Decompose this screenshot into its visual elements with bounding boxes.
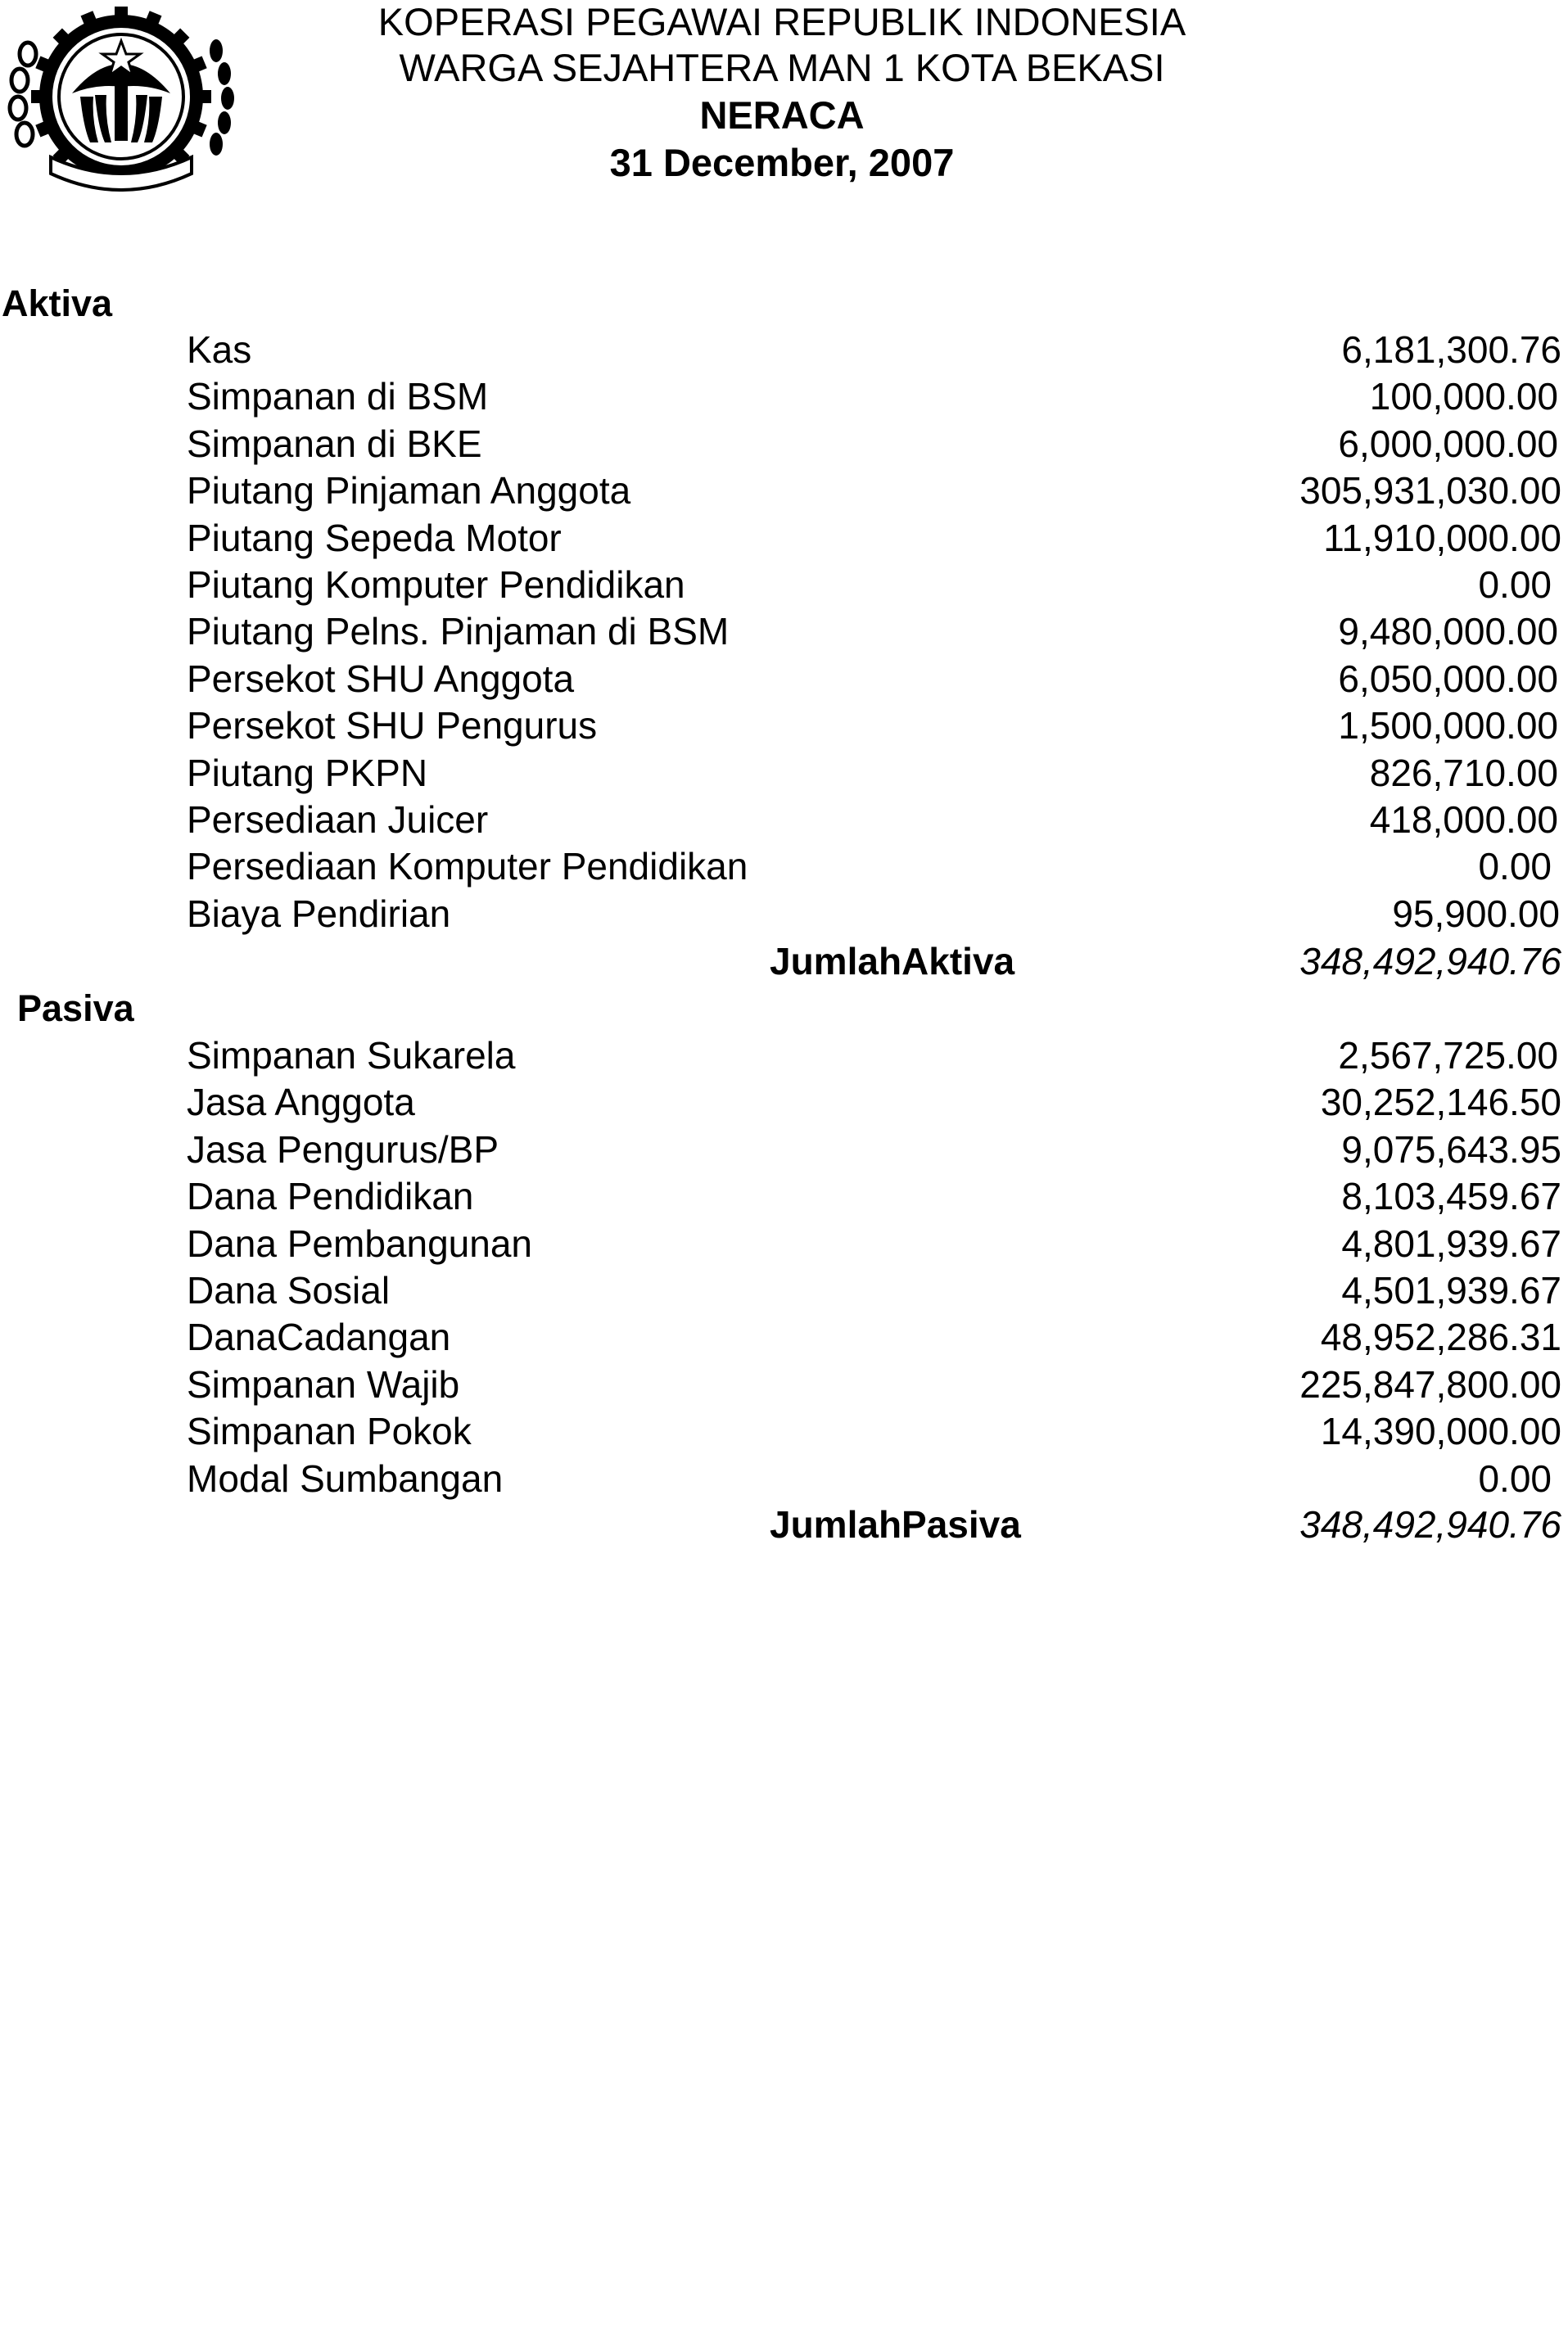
aktiva-row-piutang-pkpn xyxy=(0,750,1568,797)
row-label: Dana Pembangunan xyxy=(187,1222,532,1265)
row-amount: 4,501,939.67 xyxy=(1341,1268,1561,1312)
unit-name: WARGA SEJAHTERA MAN 1 KOTA BEKASI xyxy=(399,46,1165,89)
pasiva-total-label: JumlahPasiva xyxy=(770,1503,1021,1546)
row-label: Biaya Pendirian xyxy=(187,892,451,935)
row-amount: 9,480,000.00 xyxy=(1338,610,1558,653)
row-label: Simpanan di BSM xyxy=(187,375,489,418)
row-amount: 826,710.00 xyxy=(1369,751,1558,794)
pasiva-total-amount: 348,492,940.76 xyxy=(1299,1503,1561,1546)
pasiva-row-jasa-anggota xyxy=(0,1079,1568,1126)
row-amount: 8,103,459.67 xyxy=(1341,1175,1561,1218)
row-label: Persediaan Juicer xyxy=(187,797,489,841)
row-label: Jasa Anggota xyxy=(187,1081,415,1124)
row-label: Persediaan Komputer Pendidikan xyxy=(187,845,748,888)
aktiva-heading: Aktiva xyxy=(2,282,113,324)
row-label: Modal Sumbangan xyxy=(187,1457,504,1500)
row-label: Persekot SHU Anggota xyxy=(187,657,575,700)
aktiva-total-row xyxy=(0,938,1568,985)
report-title: NERACA xyxy=(699,93,865,137)
row-label: Piutang PKPN xyxy=(187,751,428,794)
row-amount: 418,000.00 xyxy=(1369,797,1558,841)
aktiva-row-simpanan-bsm xyxy=(0,373,1568,420)
row-amount: 0.00 xyxy=(1478,845,1552,888)
row-amount: 0.00 xyxy=(1478,562,1552,606)
row-label: Piutang Sepeda Motor xyxy=(187,516,562,559)
pasiva-row-dana-pendidikan xyxy=(0,1173,1568,1220)
pasiva-row-jasa-pengurus xyxy=(0,1127,1568,1173)
row-label: Dana Pendidikan xyxy=(187,1175,474,1218)
pasiva-row-simpanan-sukarela xyxy=(0,1032,1568,1079)
row-label: Persekot SHU Pengurus xyxy=(187,704,598,747)
row-label: Piutang Pinjaman Anggota xyxy=(187,469,631,513)
row-label: DanaCadangan xyxy=(187,1316,451,1359)
row-label: Jasa Pengurus/BP xyxy=(187,1127,499,1171)
aktiva-list xyxy=(0,327,1568,937)
row-label: Piutang Pelns. Pinjaman di BSM xyxy=(187,610,730,653)
row-amount: 1,500,000.00 xyxy=(1338,704,1558,747)
aktiva-row-persekot-anggota xyxy=(0,656,1568,702)
row-label: Kas xyxy=(187,328,252,371)
row-amount: 95,900.00 xyxy=(1392,892,1560,935)
row-amount: 6,000,000.00 xyxy=(1338,422,1558,465)
row-amount: 9,075,643.95 xyxy=(1341,1127,1561,1171)
row-label: Dana Sosial xyxy=(187,1268,391,1312)
org-name: KOPERASI PEGAWAI REPUBLIK INDONESIA xyxy=(377,0,1186,43)
row-label: Simpanan Sukarela xyxy=(187,1034,516,1077)
row-label: Simpanan Pokok xyxy=(187,1410,472,1453)
aktiva-total-label: JumlahAktiva xyxy=(770,940,1015,982)
row-amount: 2,567,725.00 xyxy=(1338,1034,1558,1077)
row-amount: 225,847,800.00 xyxy=(1299,1362,1561,1406)
row-amount: 0.00 xyxy=(1478,1457,1552,1500)
row-amount: 305,931,030.00 xyxy=(1299,469,1561,513)
pasiva-row-simpanan-wajib xyxy=(0,1362,1568,1408)
aktiva-total-amount: 348,492,940.76 xyxy=(1299,940,1561,982)
row-amount: 4,801,939.67 xyxy=(1341,1222,1561,1265)
row-label: Simpanan Wajib xyxy=(187,1362,460,1406)
row-amount: 30,252,146.50 xyxy=(1320,1081,1561,1124)
row-label: Piutang Komputer Pendidikan xyxy=(187,562,685,606)
aktiva-row-persediaan-komputer xyxy=(0,843,1568,890)
row-label: Simpanan di BKE xyxy=(187,422,482,465)
row-amount: 100,000.00 xyxy=(1369,375,1558,418)
pasiva-row-dana-cadangan xyxy=(0,1314,1568,1361)
aktiva-row-piutang-pinjaman xyxy=(0,467,1568,514)
pasiva-heading: Pasiva xyxy=(17,987,134,1029)
aktiva-row-piutang-pelns xyxy=(0,608,1568,655)
row-amount: 6,050,000.00 xyxy=(1338,657,1558,700)
aktiva-row-piutang-komputer xyxy=(0,562,1568,608)
row-amount: 6,181,300.76 xyxy=(1341,328,1561,371)
pasiva-total-row xyxy=(0,1502,1568,1548)
report-date: 31 December, 2007 xyxy=(609,141,955,184)
aktiva-row-simpanan-bke xyxy=(0,421,1568,467)
koperasi-logo-icon xyxy=(5,5,237,192)
aktiva-row-persekot-pengurus xyxy=(0,702,1568,749)
row-amount: 11,910,000.00 xyxy=(1323,516,1561,559)
pasiva-row-modal-sumbangan xyxy=(0,1456,1568,1502)
aktiva-row-kas xyxy=(0,327,1568,373)
aktiva-row-piutang-sepeda-motor xyxy=(0,515,1568,562)
pasiva-list xyxy=(0,1032,1568,1502)
pasiva-row-simpanan-pokok xyxy=(0,1408,1568,1455)
row-amount: 14,390,000.00 xyxy=(1320,1410,1561,1453)
aktiva-row-biaya-pendirian xyxy=(0,891,1568,937)
row-amount: 48,952,286.31 xyxy=(1320,1316,1561,1359)
aktiva-row-persediaan-juicer xyxy=(0,797,1568,843)
pasiva-row-dana-sosial xyxy=(0,1267,1568,1314)
pasiva-row-dana-pembangunan xyxy=(0,1221,1568,1267)
